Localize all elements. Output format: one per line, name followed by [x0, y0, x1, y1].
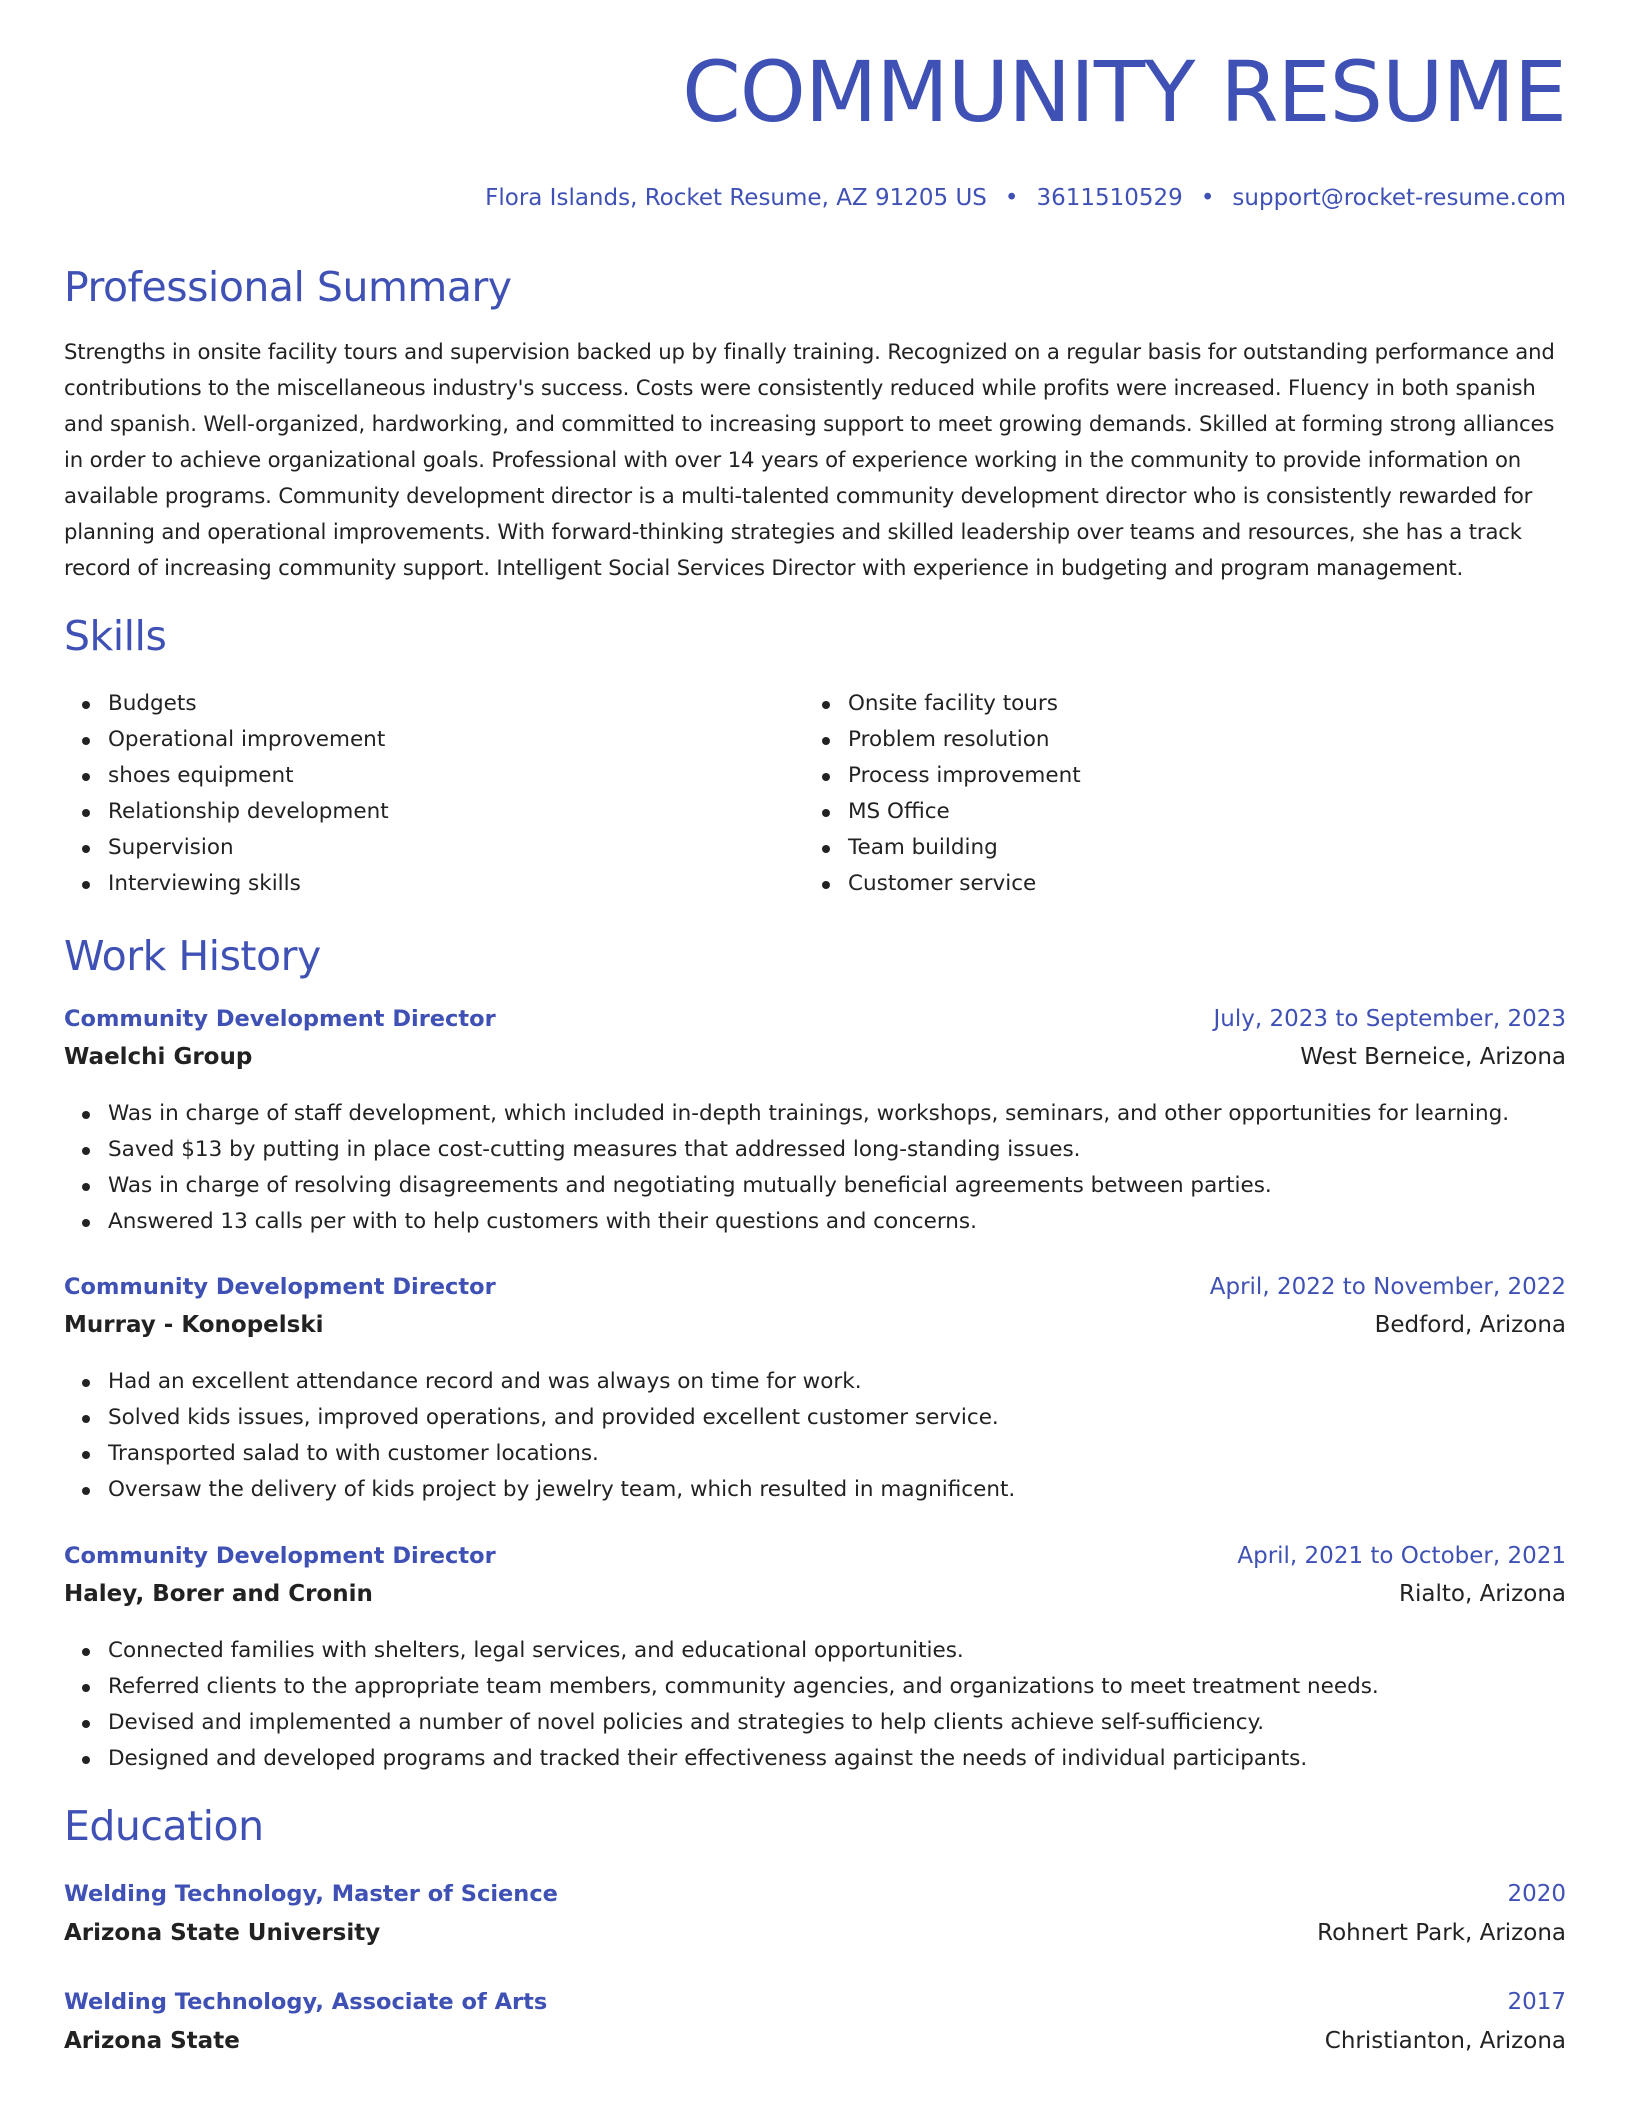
- skill-item: Onsite facility tours: [804, 686, 1081, 722]
- resume-name: COMMUNITY RESUME: [682, 43, 1566, 141]
- job-bullet: Solved kids issues, improved operations, and provided excellent customer service.: [64, 1400, 1566, 1436]
- education-year: 2017: [1507, 1989, 1566, 2015]
- contact-separator: •: [1200, 185, 1215, 211]
- job-location: West Berneice, Arizona: [1300, 1044, 1566, 1070]
- skill-item: Operational improvement: [64, 722, 389, 758]
- skill-item: Problem resolution: [804, 722, 1081, 758]
- skill-item: Budgets: [64, 686, 389, 722]
- job-bullets: [64, 1633, 1566, 1777]
- skill-item: Supervision: [64, 830, 389, 866]
- summary-line: Strengths in onsite facility tours and supervision backed up by finally training. Recognized on a regular basis for outstanding performance and: [64, 339, 1555, 364]
- skills-list-left: [64, 686, 389, 902]
- job-bullet: Designed and developed programs and tracked their effectiveness against the needs of individual participants.: [64, 1741, 1566, 1777]
- skills-heading: Skills: [64, 612, 167, 660]
- summary-line: contributions to the miscellaneous industry's success. Costs were consistently reduced while profits were increased. Fluency in both spanish: [64, 375, 1536, 400]
- education-year: 2020: [1507, 1881, 1566, 1907]
- summary-heading: Professional Summary: [64, 263, 512, 311]
- job-title: Community Development Director: [64, 1274, 496, 1300]
- contact-phone[interactable]: 3611510529: [1036, 185, 1183, 211]
- contact-address: Flora Islands, Rocket Resume, AZ 91205 US: [485, 185, 987, 211]
- education-degree: Welding Technology, Associate of Arts: [64, 1989, 548, 2015]
- job-bullet: Referred clients to the appropriate team members, community agencies, and organizations to meet treatment needs.: [64, 1669, 1566, 1705]
- job-bullet: Devised and implemented a number of novel policies and strategies to help clients achieve self-sufficiency.: [64, 1705, 1566, 1741]
- job-entry: [64, 1541, 1566, 1777]
- job-entry: [64, 1272, 1566, 1508]
- education-school-row: [64, 1918, 1566, 1956]
- work-history-heading: Work History: [64, 932, 321, 980]
- education-entry: [64, 1879, 1566, 1956]
- job-header-row: [64, 1541, 1566, 1579]
- job-company-row: [64, 1310, 1566, 1348]
- job-bullet: Transported salad to with customer locations.: [64, 1436, 1566, 1472]
- skill-item: MS Office: [804, 794, 1081, 830]
- job-location: Rialto, Arizona: [1399, 1581, 1566, 1607]
- job-company-row: [64, 1579, 1566, 1617]
- job-location: Bedford, Arizona: [1374, 1312, 1566, 1338]
- skill-item: shoes equipment: [64, 758, 389, 794]
- job-bullet: Was in charge of resolving disagreements and negotiating mutually beneficial agreements between parties.: [64, 1168, 1566, 1204]
- skill-item: Interviewing skills: [64, 866, 389, 902]
- summary-line: in order to achieve organizational goals. Professional with over 14 years of experience working in the community to provide information on: [64, 447, 1522, 472]
- education-header-row: [64, 1987, 1566, 2026]
- summary-line: record of increasing community support. Intelligent Social Services Director with experience in budgeting and program management.: [64, 555, 1464, 580]
- education-school: Arizona State University: [64, 1920, 381, 1946]
- job-entry: [64, 1004, 1566, 1240]
- education-school-row: [64, 2026, 1566, 2064]
- contact-email[interactable]: support@rocket-resume.com: [1232, 185, 1566, 211]
- job-title: Community Development Director: [64, 1543, 496, 1569]
- job-bullet: Answered 13 calls per with to help customers with their questions and concerns.: [64, 1204, 1566, 1240]
- job-bullets: [64, 1096, 1566, 1240]
- summary-line: and spanish. Well-organized, hardworking, and committed to increasing support to meet growing demands. Skilled at forming strong alliances: [64, 411, 1555, 436]
- job-bullet: Oversaw the delivery of kids project by jewelry team, which resulted in magnificent.: [64, 1472, 1566, 1508]
- education-school: Arizona State: [64, 2028, 240, 2054]
- job-bullet: Connected families with shelters, legal services, and educational opportunities.: [64, 1633, 1566, 1669]
- education-degree: Welding Technology, Master of Science: [64, 1881, 558, 1907]
- skill-item: Relationship development: [64, 794, 389, 830]
- skill-item: Process improvement: [804, 758, 1081, 794]
- summary-line: planning and operational improvements. With forward-thinking strategies and skilled leadership over teams and resources, she has a track: [64, 519, 1522, 544]
- education-heading: Education: [64, 1802, 264, 1850]
- job-bullet: Saved $13 by putting in place cost-cutting measures that addressed long-standing issues.: [64, 1132, 1566, 1168]
- job-bullet: Was in charge of staff development, which included in-depth trainings, workshops, seminars, and other opportunities for learning.: [64, 1096, 1566, 1132]
- education-location: Christianton, Arizona: [1324, 2028, 1566, 2054]
- job-company: Waelchi Group: [64, 1044, 253, 1070]
- job-bullets: [64, 1364, 1566, 1508]
- job-bullet: Had an excellent attendance record and was always on time for work.: [64, 1364, 1566, 1400]
- job-company: Haley, Borer and Cronin: [64, 1581, 373, 1607]
- job-title: Community Development Director: [64, 1006, 496, 1032]
- contact-line: [485, 183, 1566, 213]
- education-location: Rohnert Park, Arizona: [1317, 1920, 1566, 1946]
- education-entry: [64, 1987, 1566, 2064]
- contact-separator: •: [1004, 185, 1019, 211]
- summary-line: available programs. Community development director is a multi-talented community development director who is consistently rewarded for: [64, 483, 1533, 508]
- job-dates: April, 2022 to November, 2022: [1209, 1274, 1566, 1300]
- skill-item: Team building: [804, 830, 1081, 866]
- job-header-row: [64, 1272, 1566, 1310]
- summary-text: [64, 334, 1566, 586]
- education-header-row: [64, 1879, 1566, 1918]
- job-dates: July, 2023 to September, 2023: [1213, 1006, 1566, 1032]
- skill-item: Customer service: [804, 866, 1081, 902]
- skills-list-right: [804, 686, 1081, 902]
- job-dates: April, 2021 to October, 2021: [1237, 1543, 1566, 1569]
- job-company: Murray - Konopelski: [64, 1312, 324, 1338]
- job-header-row: [64, 1004, 1566, 1042]
- job-company-row: [64, 1042, 1566, 1080]
